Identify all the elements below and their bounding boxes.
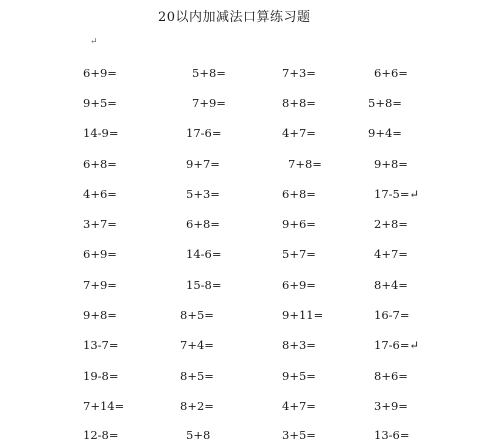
- problem-item: 6+8=: [282, 187, 316, 201]
- problem-item: 3+5=: [282, 428, 316, 442]
- problem-item: 8+5=: [180, 369, 214, 383]
- problem-row: [0, 66, 500, 86]
- problem-item: 9+5=: [282, 369, 316, 383]
- problem-item: 6+9=: [83, 247, 117, 261]
- problem-item: 8+6=: [374, 369, 408, 383]
- problem-item: 8+3=: [282, 338, 316, 352]
- problem-item: 7+8=: [288, 157, 322, 171]
- problem-item: 9+6=: [282, 217, 316, 231]
- problem-row: [0, 187, 500, 207]
- problem-item: 5+8=: [368, 96, 402, 110]
- problem-item: 16-7=: [374, 308, 410, 322]
- problem-row: [0, 96, 500, 116]
- problem-item: 9+8=: [83, 308, 117, 322]
- problem-item: 14-6=: [186, 247, 222, 261]
- problem-item: 5+8=: [192, 66, 226, 80]
- problem-item: 17-5=↵: [374, 187, 420, 201]
- problem-item: 6+6=: [374, 66, 408, 80]
- problem-item: 13-7=: [83, 338, 119, 352]
- problem-item: 12-8=: [83, 428, 119, 442]
- problem-item: 17-6=: [186, 126, 222, 140]
- problem-item: 3+7=: [83, 217, 117, 231]
- problem-item: 8+4=: [374, 278, 408, 292]
- problem-item: 7+4=: [180, 338, 214, 352]
- problem-item: 13-6=: [374, 428, 410, 442]
- problem-item: 8+2=: [180, 399, 214, 413]
- problem-item: 7+9=: [192, 96, 226, 110]
- problem-item: 5+3=: [186, 187, 220, 201]
- problem-item: 6+9=: [282, 278, 316, 292]
- problem-item: 9+4=: [368, 126, 402, 140]
- problem-item: 8+8=: [282, 96, 316, 110]
- problem-item: 4+6=: [83, 187, 117, 201]
- problem-item: 15-8=: [186, 278, 222, 292]
- problem-item: 14-9=: [83, 126, 119, 140]
- problem-row: [0, 308, 500, 328]
- problem-row: [0, 399, 500, 419]
- problem-item: 6+8=: [83, 157, 117, 171]
- problem-row: [0, 247, 500, 267]
- problem-item: 4+7=: [374, 247, 408, 261]
- problem-item: 7+9=: [83, 278, 117, 292]
- problem-item: 17-6=↵: [374, 338, 420, 352]
- problem-item: 2+8=: [374, 217, 408, 231]
- problem-row: [0, 126, 500, 146]
- problem-row: [0, 278, 500, 298]
- problem-row: [0, 157, 500, 177]
- problem-item: 3+9=: [374, 399, 408, 413]
- problem-item: 5+7=: [282, 247, 316, 261]
- problem-row: [0, 428, 500, 448]
- problem-item: 19-8=: [83, 369, 119, 383]
- problem-item: 4+7=: [282, 126, 316, 140]
- problem-row: [0, 369, 500, 389]
- problem-item: 6+9=: [83, 66, 117, 80]
- problem-item: 4+7=: [282, 399, 316, 413]
- paragraph-mark-icon: ↵: [90, 37, 98, 47]
- problem-item: 9+7=: [186, 157, 220, 171]
- problem-item: 9+11=: [282, 308, 324, 322]
- problem-item: 9+5=: [83, 96, 117, 110]
- problem-item: 8+5=: [180, 308, 214, 322]
- problem-row: [0, 217, 500, 237]
- worksheet-title: 20以内加减法口算练习题: [158, 10, 311, 25]
- problem-item: 5+8: [186, 428, 211, 442]
- problem-item: 7+14=: [83, 399, 125, 413]
- problem-item: 7+3=: [282, 66, 316, 80]
- problem-row: [0, 338, 500, 358]
- problem-item: 6+8=: [186, 217, 220, 231]
- problem-item: 9+8=: [374, 157, 408, 171]
